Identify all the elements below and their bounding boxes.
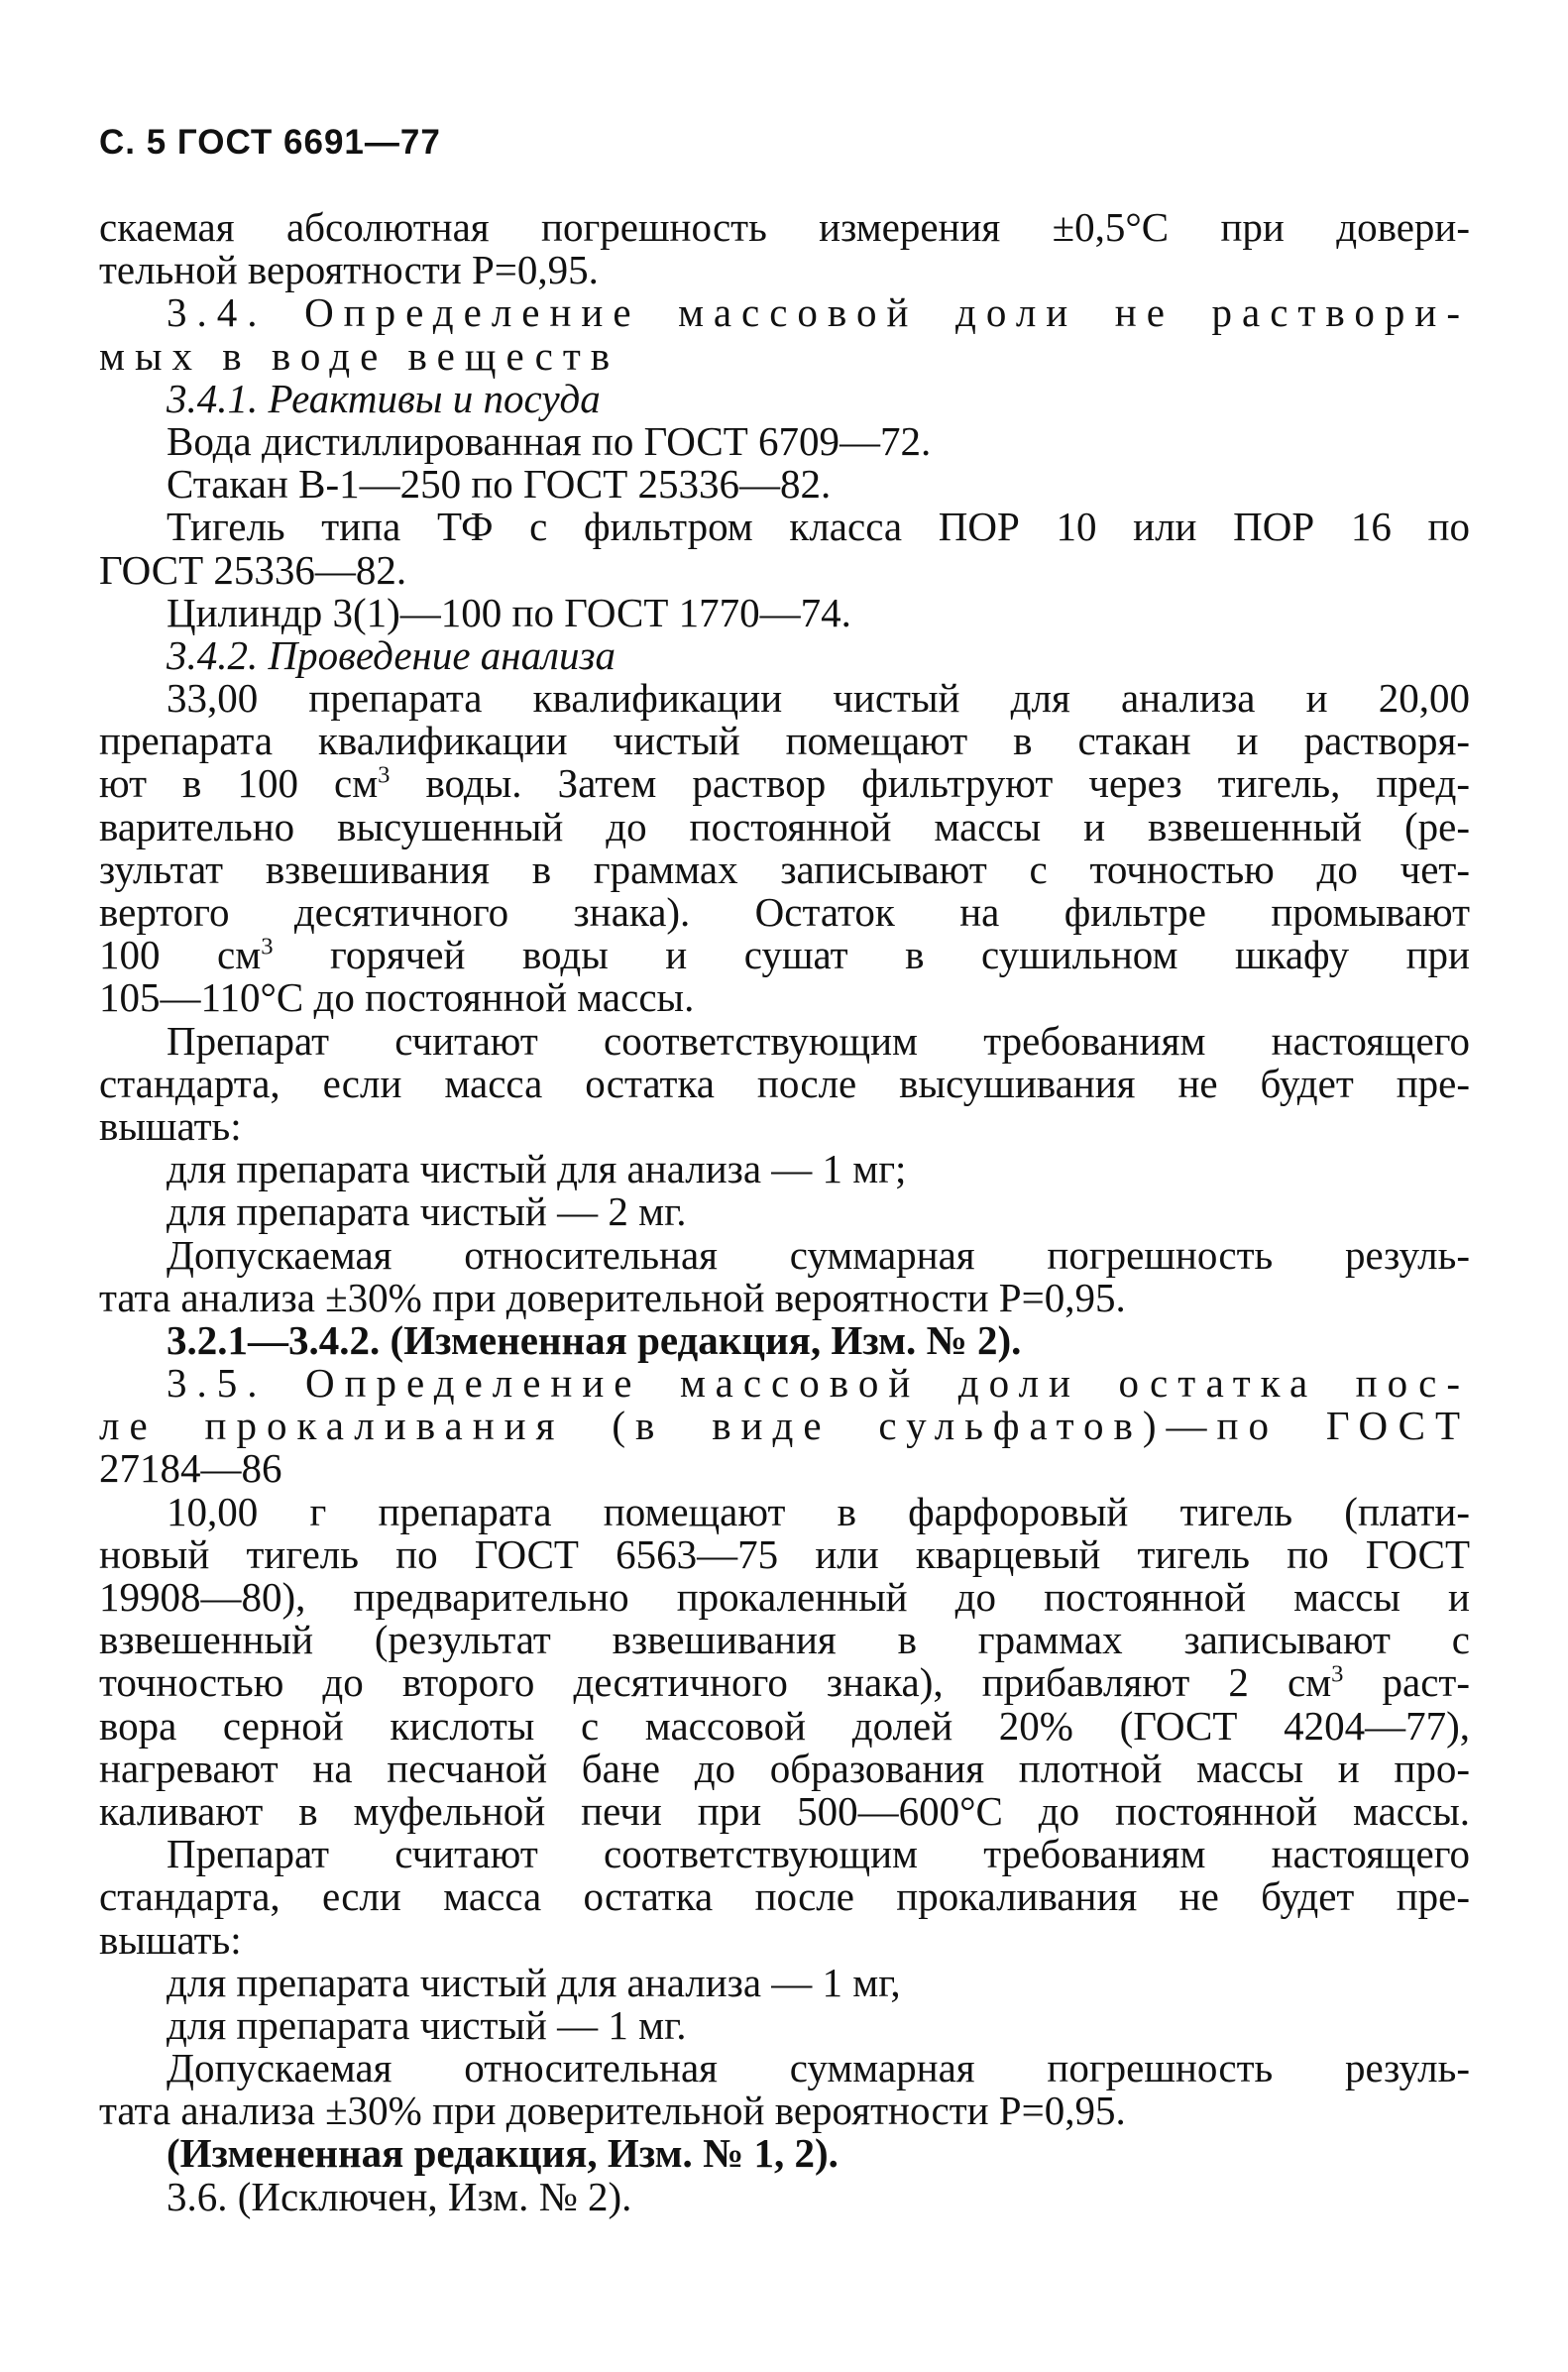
text-line: каливают в муфельной печи при 500—600°С до постоянной массы. — [99, 1787, 1470, 1834]
text-line: вертого десятичного знака). Остаток на фильтре промывают — [99, 889, 1470, 935]
text-line: 10,00 г препарата помещают в фарфоровый тигель (плати- — [167, 1488, 1470, 1534]
text-line: ют в 100 $см^3$ воды. Затем раствор фильтруют через тигель, пред- — [99, 760, 1470, 807]
text-line: для препарата чистый — 2 мг. — [167, 1188, 687, 1235]
text-line: Допускаемая относительная суммарная погрешность резуль- — [167, 1231, 1470, 1278]
text-line: 19908—80), предварительно прокаленный до постоянной массы и — [99, 1574, 1470, 1620]
text-line: для препарата чистый для анализа — 1 мг; — [167, 1146, 907, 1192]
text-line: 100 $см^3$ горячей воды и сушат в сушильном шкафу при — [99, 932, 1470, 978]
text-line: 3.4.1. Реактивы и посуда — [167, 375, 601, 421]
text-line: варительно высушенный до постоянной массы и взвешенный (ре- — [99, 803, 1470, 849]
text-line: вышать: — [99, 1916, 242, 1963]
text-line: Вода дистиллированная по ГОСТ 6709—72. — [167, 417, 932, 464]
text-line: Цилиндр 3(1)—100 по ГОСТ 1770—74. — [167, 589, 851, 635]
text-line: Допускаемая относительная суммарная погрешность резуль- — [167, 2045, 1470, 2091]
text-line: 3.4.2. Проведение анализа — [167, 631, 616, 678]
text-line: 33,00 препарата квалификации чистый для анализа и 20,00 — [167, 675, 1470, 722]
text-line: Препарат считают соответствующим требованиям настоящего — [167, 1831, 1470, 1877]
text-line: 3.2.1—3.4.2. (Измененная редакция, Изм. № 2). — [167, 1316, 1022, 1363]
text-line: ГОСТ 25336—82. — [99, 546, 407, 593]
text-line: для препарата чистый для анализа — 1 мг, — [167, 1959, 901, 2005]
text-line: Стакан В-1—250 по ГОСТ 25336—82. — [167, 461, 832, 508]
text-line: мых в воде веществ — [99, 332, 620, 379]
text-line: вышать: — [99, 1102, 242, 1149]
text-line: взвешенный (результат взвешивания в граммах записывают с — [99, 1617, 1470, 1663]
text-line: 27184—86 — [99, 1445, 282, 1492]
document-body — [99, 206, 1470, 2218]
text-line: 105—110°С до постоянной массы. — [99, 974, 695, 1021]
text-line: 3.4. Определение массовой доли не раствори- — [167, 289, 1470, 336]
text-line: 3.5. Определение массовой доли остатка пос- — [167, 1360, 1470, 1407]
text-line: тельной вероятности Р=0,95. — [99, 247, 599, 293]
page-header: С. 5 ГОСТ 6691—77 — [99, 123, 441, 162]
text-line: Тигель типа ТФ с фильтром класса ПОР 10 или ПОР 16 по — [167, 504, 1470, 550]
text-line: тата анализа ±30% при доверительной вероятности Р=0,95. — [99, 2088, 1126, 2134]
text-line: тата анализа ±30% при доверительной вероятности Р=0,95. — [99, 1274, 1126, 1320]
text-line: новый тигель по ГОСТ 6563—75 или кварцевый тигель по ГОСТ — [99, 1530, 1470, 1577]
text-line: ле прокаливания (в виде сульфатов)—по ГОСТ — [99, 1403, 1470, 1449]
text-line: препарата квалификации чистый помещают в стакан и растворя- — [99, 718, 1470, 764]
text-line: 3.6. (Исключен, Изм. № 2). — [167, 2173, 632, 2219]
text-line: стандарта, если масса остатка после прокаливания не будет пре- — [99, 1873, 1470, 1920]
text-line: точностью до второго десятичного знака), прибавляют 2 $см^3$ раст- — [99, 1659, 1471, 1706]
text-line: скаемая абсолютная погрешность измерения ±0,5°С при довери- — [99, 204, 1470, 250]
text-line: вора серной кислоты с массовой долей 20% (ГОСТ 4204—77), — [99, 1702, 1470, 1749]
text-line: нагревают на песчаной бане до образования плотной массы и про- — [99, 1745, 1470, 1791]
text-line: для препарата чистый — 1 мг. — [167, 2001, 687, 2048]
text-line: Препарат считают соответствующим требованиям настоящего — [167, 1017, 1470, 1064]
text-line: зультат взвешивания в граммах записывают с точностью до чет- — [99, 846, 1470, 892]
text-line: (Измененная редакция, Изм. № 1, 2). — [167, 2130, 839, 2177]
text-line: стандарта, если масса остатка после высушивания не будет пре- — [99, 1060, 1470, 1106]
